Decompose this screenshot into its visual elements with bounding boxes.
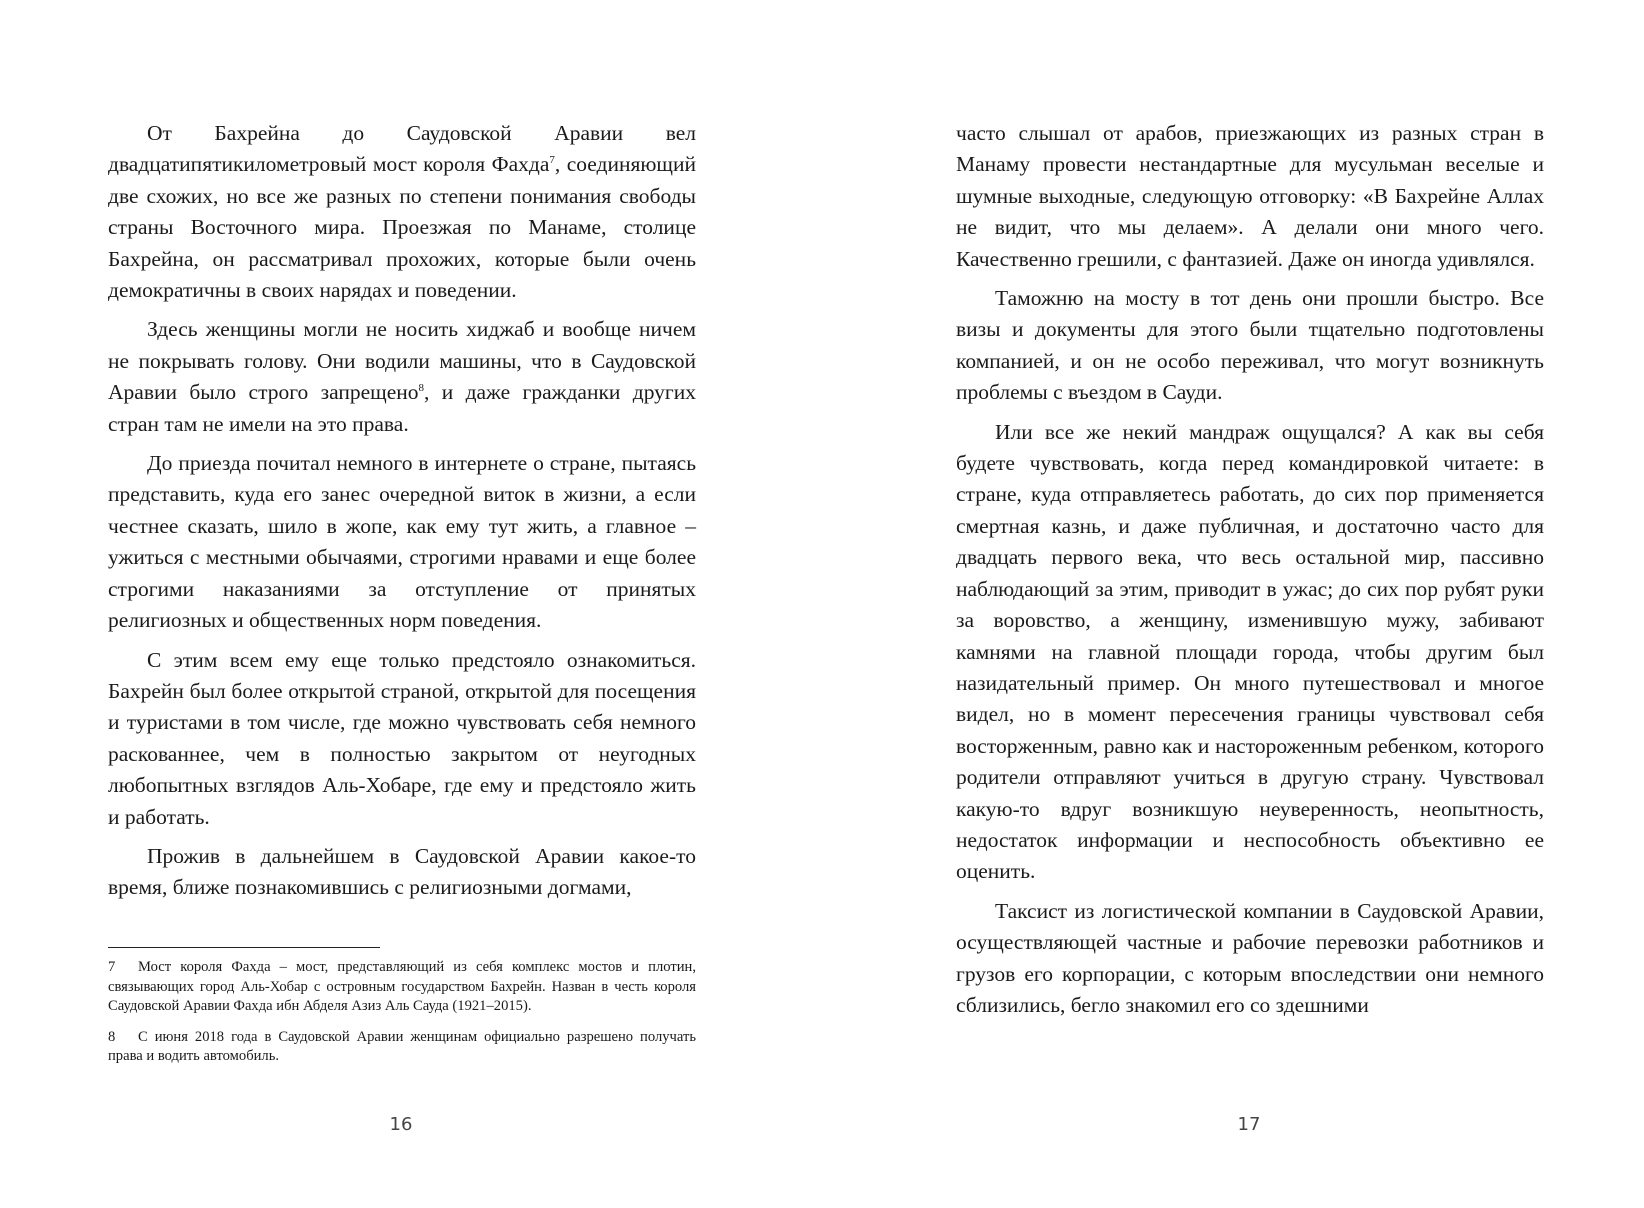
footnote-ref-8[interactable]: 8 bbox=[418, 382, 425, 395]
paragraph: Таксист из логистической компании в Саудовской Аравии, осуществляющей частные и рабочие перевозки работников и грузов его корпорации, с которым впоследствии они немного сблизились, бегло знакомил его со здешними bbox=[956, 898, 1544, 1017]
footnote-number: 7 bbox=[108, 959, 116, 975]
footnote-number: 8 bbox=[108, 1028, 116, 1045]
paragraph: Прожив в дальнейшем в Саудовской Аравии какое-то время, ближе познакомившись с религиозными догмами, bbox=[108, 843, 696, 900]
right-page-body bbox=[956, 118, 1544, 1029]
paragraph: От Бахрейна до Саудовской Аравии вел двадцатипятикилометровый мост короля Фахда$^7$, соединяющий две схожих, но все же разных по степени понимания свободы страны Восточного мира. Проезжая по Манаме, столице Бахрейна, он рассматривал прохожих, которые были очень демократичны в своих нарядах и поведении. bbox=[108, 121, 696, 303]
paragraph: До приезда почитал немного в интернете о стране, пытаясь представить, куда его занес очередной виток в жизни, а если честнее сказать, шило в жопе, как ему тут жить, а главное – ужиться с местными обычаями, строгими нравами и еще более строгими наказаниями за отступление от принятых религиозных и общественных норм поведения. bbox=[108, 451, 696, 633]
page-number: 16 bbox=[389, 1114, 413, 1135]
paragraph: Таможню на мосту в тот день они прошли быстро. Все визы и документы для этого были тщательно подготовлены компанией, и он не особо переживал, что могут возникнуть проблемы с въездом в Сауди. bbox=[956, 286, 1544, 405]
footnote-7 bbox=[108, 958, 696, 1017]
paragraph-continued: часто слышал от арабов, приезжающих из разных стран в Манаму провести нестандартные для мусульман веселые и шумные выходные, следующую отговорку: «В Бахрейне Аллах не видит, что мы делаем». А делали они много чего. Качественно грешили, с фантазией. Даже он иногда удивлялся. bbox=[956, 121, 1544, 271]
paragraph: Здесь женщины могли не носить хиджаб и вообще ничем не покрывать голову. Они водили машины, что в Саудовской Аравии было строго запрещено$^8$, и даже гражданки других стран там не имели на это права. bbox=[108, 317, 696, 436]
page-number: 17 bbox=[1237, 1114, 1261, 1135]
footnotes bbox=[108, 958, 696, 1078]
paragraph: Или все же некий мандраж ощущался? А как вы себя будете чувствовать, когда перед командировкой читаете: в стране, куда отправляетесь работать, до сих пор применяется смертная казнь, и даже публичная, и достаточно часто для двадцать первого века, что весь остальной мир, пассивно наблюдающий за этим, приводит в ужас; до сих пор рубят руки за воровство, а женщину, изменившую мужу, забивают камнями на главной площади города, чтобы другим был назидательный пример. Он много путешествовал и многое видел, но в момент пересечения границы чувствовал себя восторженным, равно как и настороженным ребенком, которого родители отправляют учиться в другую страну. Чувствовал какую-то вдруг возникшую неуверенность, неопытность, недостаток информации и неспособность объективно ее оценить. bbox=[956, 419, 1544, 884]
right-page bbox=[822, 0, 1644, 1208]
footnote-text: Мост короля Фахда – мост, представляющий из себя комплекс мостов и плотин, связывающих город Аль-Хобар с островным государством Бахрейн. Назван в честь короля Саудовской Аравии Фахда ибн Абделя Азиз Аль Сауда (1921–2015). bbox=[108, 959, 696, 1015]
footnote-ref-7[interactable]: 7 bbox=[549, 154, 555, 167]
paragraph: С этим всем ему еще только предстояло ознакомиться. Бахрейн был более открытой страной, открытой для посещения и туристами в том числе, где можно чувствовать себя немного раскованнее, чем в полностью закрытом от неугодных любопытных взглядов Аль-Хобаре, где ему и предстояло жить и работать. bbox=[108, 647, 696, 829]
footnote-8 bbox=[108, 1028, 696, 1067]
left-page-body bbox=[108, 118, 696, 912]
footnote-separator bbox=[108, 947, 380, 948]
footnote-text: С июня 2018 года в Саудовской Аравии женщинам официально разрешено получать права и водить автомобиль. bbox=[108, 1028, 696, 1065]
